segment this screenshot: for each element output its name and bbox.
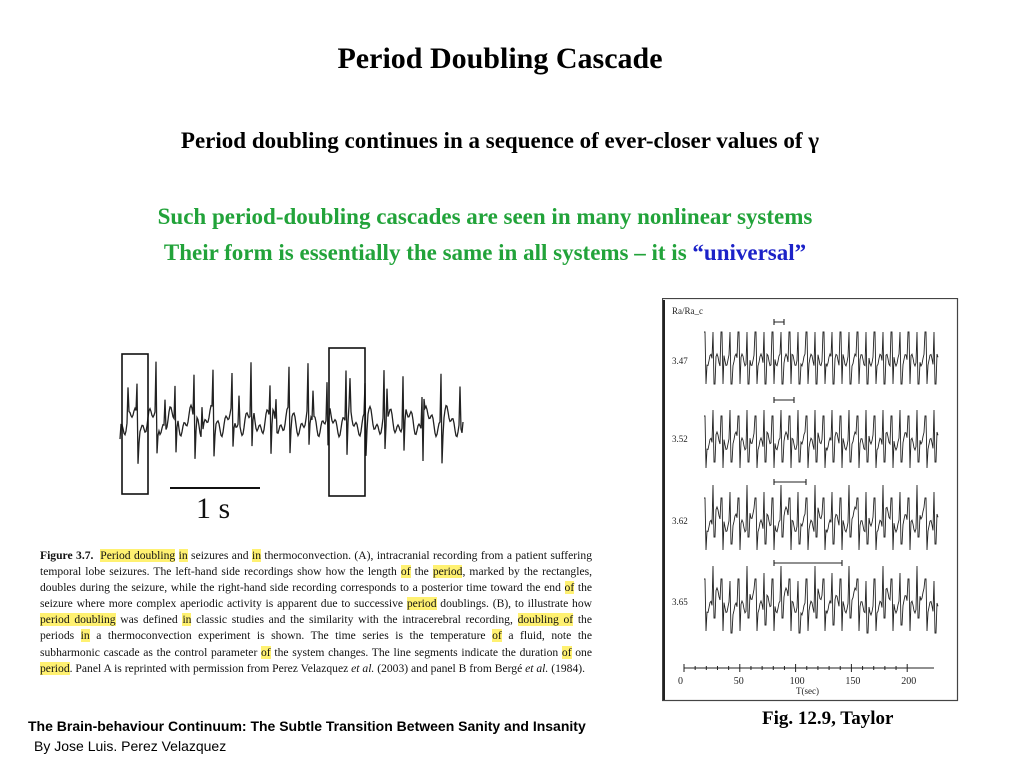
caption-highlight: of: [492, 629, 502, 643]
slide-subtitle: Period doubling continues in a sequence of ever-closer values of γ: [180, 128, 820, 153]
caption-text: thermoconvection. (A), intracranial recording from a patient suffering temporal lobe seizures. The left-hand side recordings show how the length: [40, 549, 592, 579]
caption-label: Figure 3.7.: [40, 549, 94, 562]
caption-highlight: period: [432, 565, 463, 579]
caption-text: et al.: [351, 661, 375, 675]
caption-text: et al.: [525, 661, 549, 675]
caption-text: the: [410, 565, 433, 579]
caption-highlight: period: [40, 661, 70, 675]
caption-text: the seizure where more complex aperiodic activity is apparent due to successive: [40, 581, 593, 611]
taylor-row-label: 3.65: [672, 597, 688, 607]
caption-text: doublings. (B), to illustrate how: [436, 597, 593, 611]
caption-highlight: in: [80, 629, 90, 643]
caption-body: [40, 549, 592, 675]
caption-text: a thermoconvection experiment is shown. The time series is the temperature: [89, 629, 493, 643]
caption-highlight: period doubling: [40, 613, 116, 627]
caption-text: classic studies and the similarity with the intracerebral recording,: [191, 613, 518, 627]
caption-text: , marked by the rectangles, doubles during the seizure, while the right-hand side recording corresponds to a posterior time toward the end: [40, 565, 593, 595]
caption-highlight: of: [561, 645, 572, 659]
caption-text: a fluid, note the subharmonic cascade as the control parameter: [40, 629, 592, 659]
caption-highlight: period: [406, 597, 437, 611]
taylor-row-label: 3.62: [672, 516, 688, 526]
caption-highlight: Period doubling: [100, 549, 176, 562]
book-author: By Jose Luis. Perez Velazquez: [34, 738, 227, 754]
taylor-x-tick-label: 100: [789, 676, 805, 687]
taylor-x-tick-label: 0: [678, 676, 683, 687]
caption-highlight: of: [400, 565, 411, 579]
caption-highlight: in: [251, 549, 261, 562]
caption-text: . Panel A is reprinted with permission from Perez Velazquez: [69, 661, 352, 675]
green-statement-line-2: [0, 240, 970, 266]
caption-highlight: in: [178, 549, 188, 562]
figure-caption: [40, 548, 592, 677]
caption-highlight: in: [182, 613, 192, 627]
green-statement-line-1: Such period-doubling cascades are seen in many nonlinear systems: [157, 204, 813, 229]
caption-text: the system changes. The line segments indicate the duration: [270, 645, 562, 659]
taylor-x-tick-label: 150: [845, 676, 861, 687]
scale-bar-label: 1 s: [196, 492, 231, 525]
caption-text: (1984).: [548, 661, 586, 675]
caption-text: seizures and: [187, 549, 252, 562]
caption-highlight: of: [261, 645, 271, 659]
caption-text: (2003) and panel B from Bergé: [374, 661, 526, 675]
universal-quote: “universal”: [692, 240, 807, 265]
caption-text: the periods: [40, 613, 593, 643]
taylor-figure: [662, 298, 960, 702]
caption-highlight: of: [564, 581, 575, 595]
taylor-row-label: 3.52: [672, 434, 688, 444]
taylor-axis-label: Ra/Ra_c: [672, 306, 703, 316]
taylor-row-label: 3.47: [672, 356, 688, 366]
period-box-left: [122, 354, 148, 494]
taylor-x-title: T(sec): [796, 686, 819, 696]
taylor-x-tick-label: 50: [733, 676, 744, 687]
eeg-trace-figure: [118, 336, 468, 526]
eeg-trace: [120, 362, 463, 464]
book-reference: [28, 716, 586, 756]
caption-text: was defined: [115, 613, 183, 627]
slide-title: Period Doubling Cascade: [337, 42, 663, 75]
line2-text: Their form is essentially the same in all systems – it is: [163, 240, 693, 265]
figure-source-label: Fig. 12.9, Taylor: [762, 708, 894, 729]
book-title: The Brain-behaviour Continuum: The Subtle Transition Between Sanity and Insanity: [28, 718, 586, 734]
caption-text: one: [571, 645, 592, 659]
taylor-x-tick-label: 200: [901, 676, 917, 687]
caption-highlight: doubling of: [517, 613, 574, 627]
